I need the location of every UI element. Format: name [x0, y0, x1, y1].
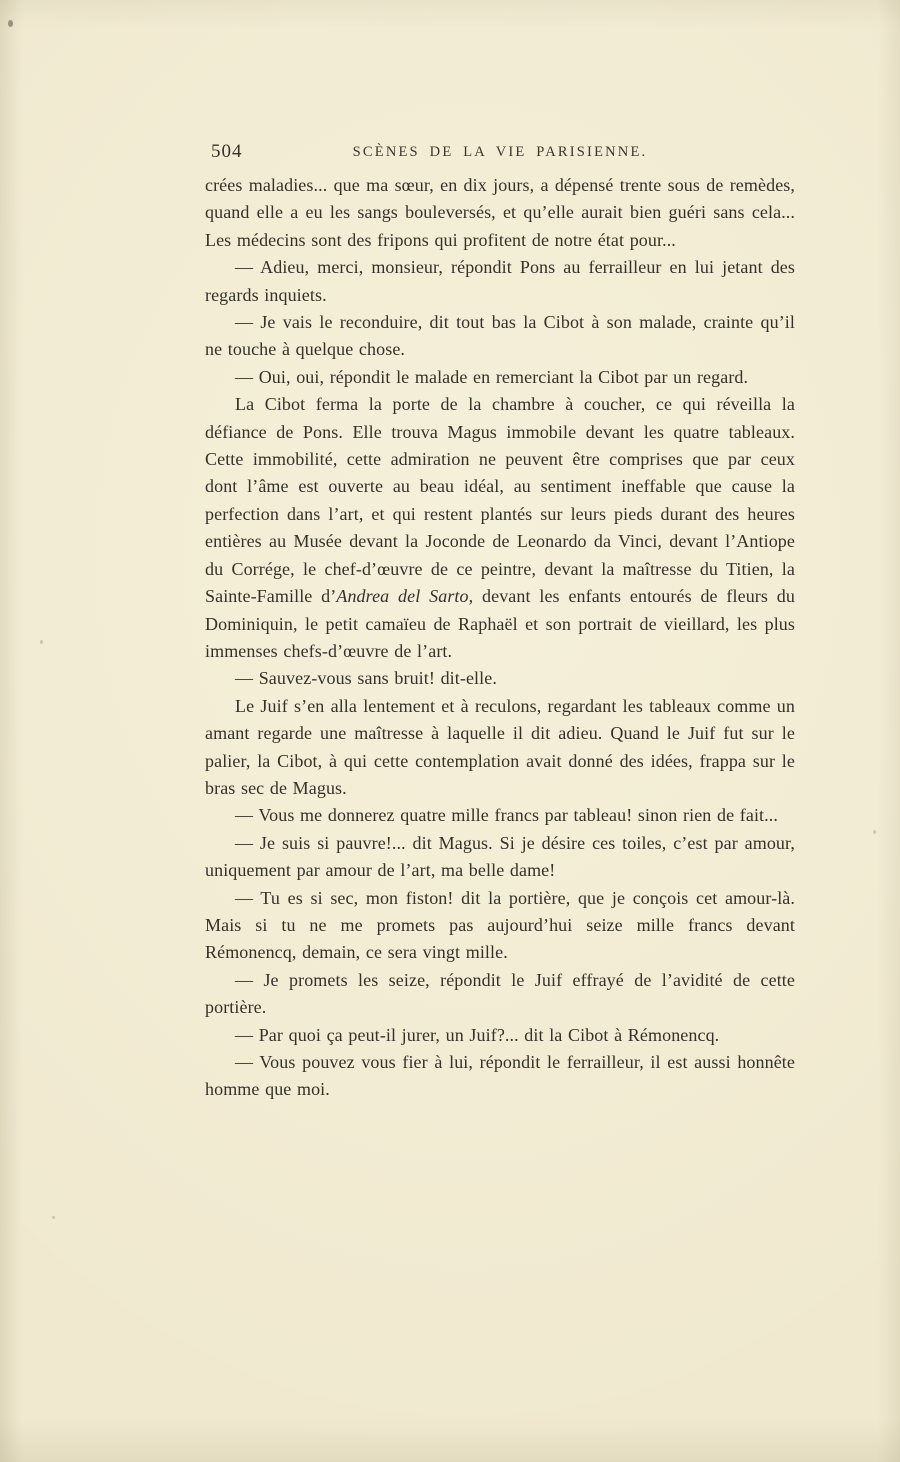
paragraph: [205, 309, 795, 364]
page-header: [205, 141, 795, 167]
paragraph: [205, 172, 795, 254]
paragraph: [205, 1022, 795, 1049]
page-number: 504: [211, 141, 243, 162]
body-text: La Cibot ferma la porte de la chambre à coucher, ce qui réveilla la défiance de Pons. Elle trouva Magus immobile devant les quatre tableaux. Cette immobilité, cette admiration ne peuvent être comprises que par ceux dont l’âme est ouverte au beau idéal, au sentiment ineffable que cause la perfection dans l’art, et qui restent plantés sur leurs pieds durant des heures entières au Musée devant la Joconde de Leonardo da Vinci, devant l’Antiope du Corrége, le chef-d’œuvre de ce peintre, devant la maîtresse du Titien, la Sainte-Famille d’: [205, 394, 795, 607]
paragraph: [205, 254, 795, 309]
italic-text: Andrea del Sarto,: [336, 586, 474, 607]
scan-speck: [40, 640, 43, 644]
body-text: — Vous pouvez vous fier à lui, répondit le ferrailleur, il est aussi honnête homme que moi.: [205, 1052, 795, 1100]
body-text: crées maladies... que ma sœur, en dix jours, a dépensé trente sous de remèdes, quand elle a eu les sangs bouleversés, et qu’elle aurait bien guéri sans cela... Les médecins sont des fripons qui profitent de notre état pour...: [205, 175, 795, 250]
body-text: — Je vais le reconduire, dit tout bas la Cibot à son malade, crainte qu’il ne touche à quelque chose.: [205, 312, 795, 360]
body-text: — Je suis si pauvre!... dit Magus. Si je désire ces toiles, c’est par amour, uniquement par amour de l’art, ma belle dame!: [205, 832, 795, 881]
text-block: [205, 172, 795, 1104]
paragraph: [205, 665, 795, 692]
body-text: — Vous me donnerez quatre mille francs par tableau! sinon rien de fait...: [235, 805, 778, 826]
paragraph: [205, 693, 795, 803]
paragraph: [205, 1049, 795, 1104]
paragraph: [205, 802, 795, 829]
body-text: — Sauvez-vous sans bruit! dit-elle.: [235, 668, 497, 689]
body-text: — Oui, oui, répondit le malade en remerciant la Cibot par un regard.: [235, 366, 749, 387]
paragraph: [205, 364, 795, 391]
body-text: — Par quoi ça peut-il jurer, un Juif?... dit la Cibot à Rémonencq.: [235, 1024, 720, 1045]
body-text: — Je promets les seize, répondit le Juif effrayé de l’avidité de cette portière.: [205, 969, 795, 1018]
body-text: devant les enfants entourés de fleurs du Dominiquin, le petit camaïeu de Raphaël et son portrait de vieillard, les plus immenses chefs-d’œuvre de l’art.: [205, 586, 795, 661]
body-text: Le Juif s’en alla lentement et à reculons, regardant les tableaux comme un amant regarde une maîtresse à laquelle il dit adieu. Quand le Juif fut sur le palier, la Cibot, à qui cette contemplation avait donné des idées, frappa sur le bras sec de Magus.: [205, 695, 795, 798]
scan-speck: [873, 830, 876, 834]
running-title: SCÈNES DE LA VIE PARISIENNE.: [352, 144, 648, 160]
body-text: — Adieu, merci, monsieur, répondit Pons au ferrailleur en lui jetant des regards inquiets.: [205, 257, 795, 305]
paragraph: [205, 391, 795, 665]
paragraph: [205, 967, 795, 1022]
paragraph: [205, 885, 795, 967]
paragraph: [205, 830, 795, 885]
scan-speck: [52, 1216, 55, 1219]
body-text: — Tu es si sec, mon fiston! dit la portière, que je conçois cet amour-là. Mais si tu ne me promets pas aujourd’hui seize mille francs devant Rémonencq, demain, ce sera vingt mille.: [205, 887, 795, 963]
scan-speck: [8, 20, 13, 27]
